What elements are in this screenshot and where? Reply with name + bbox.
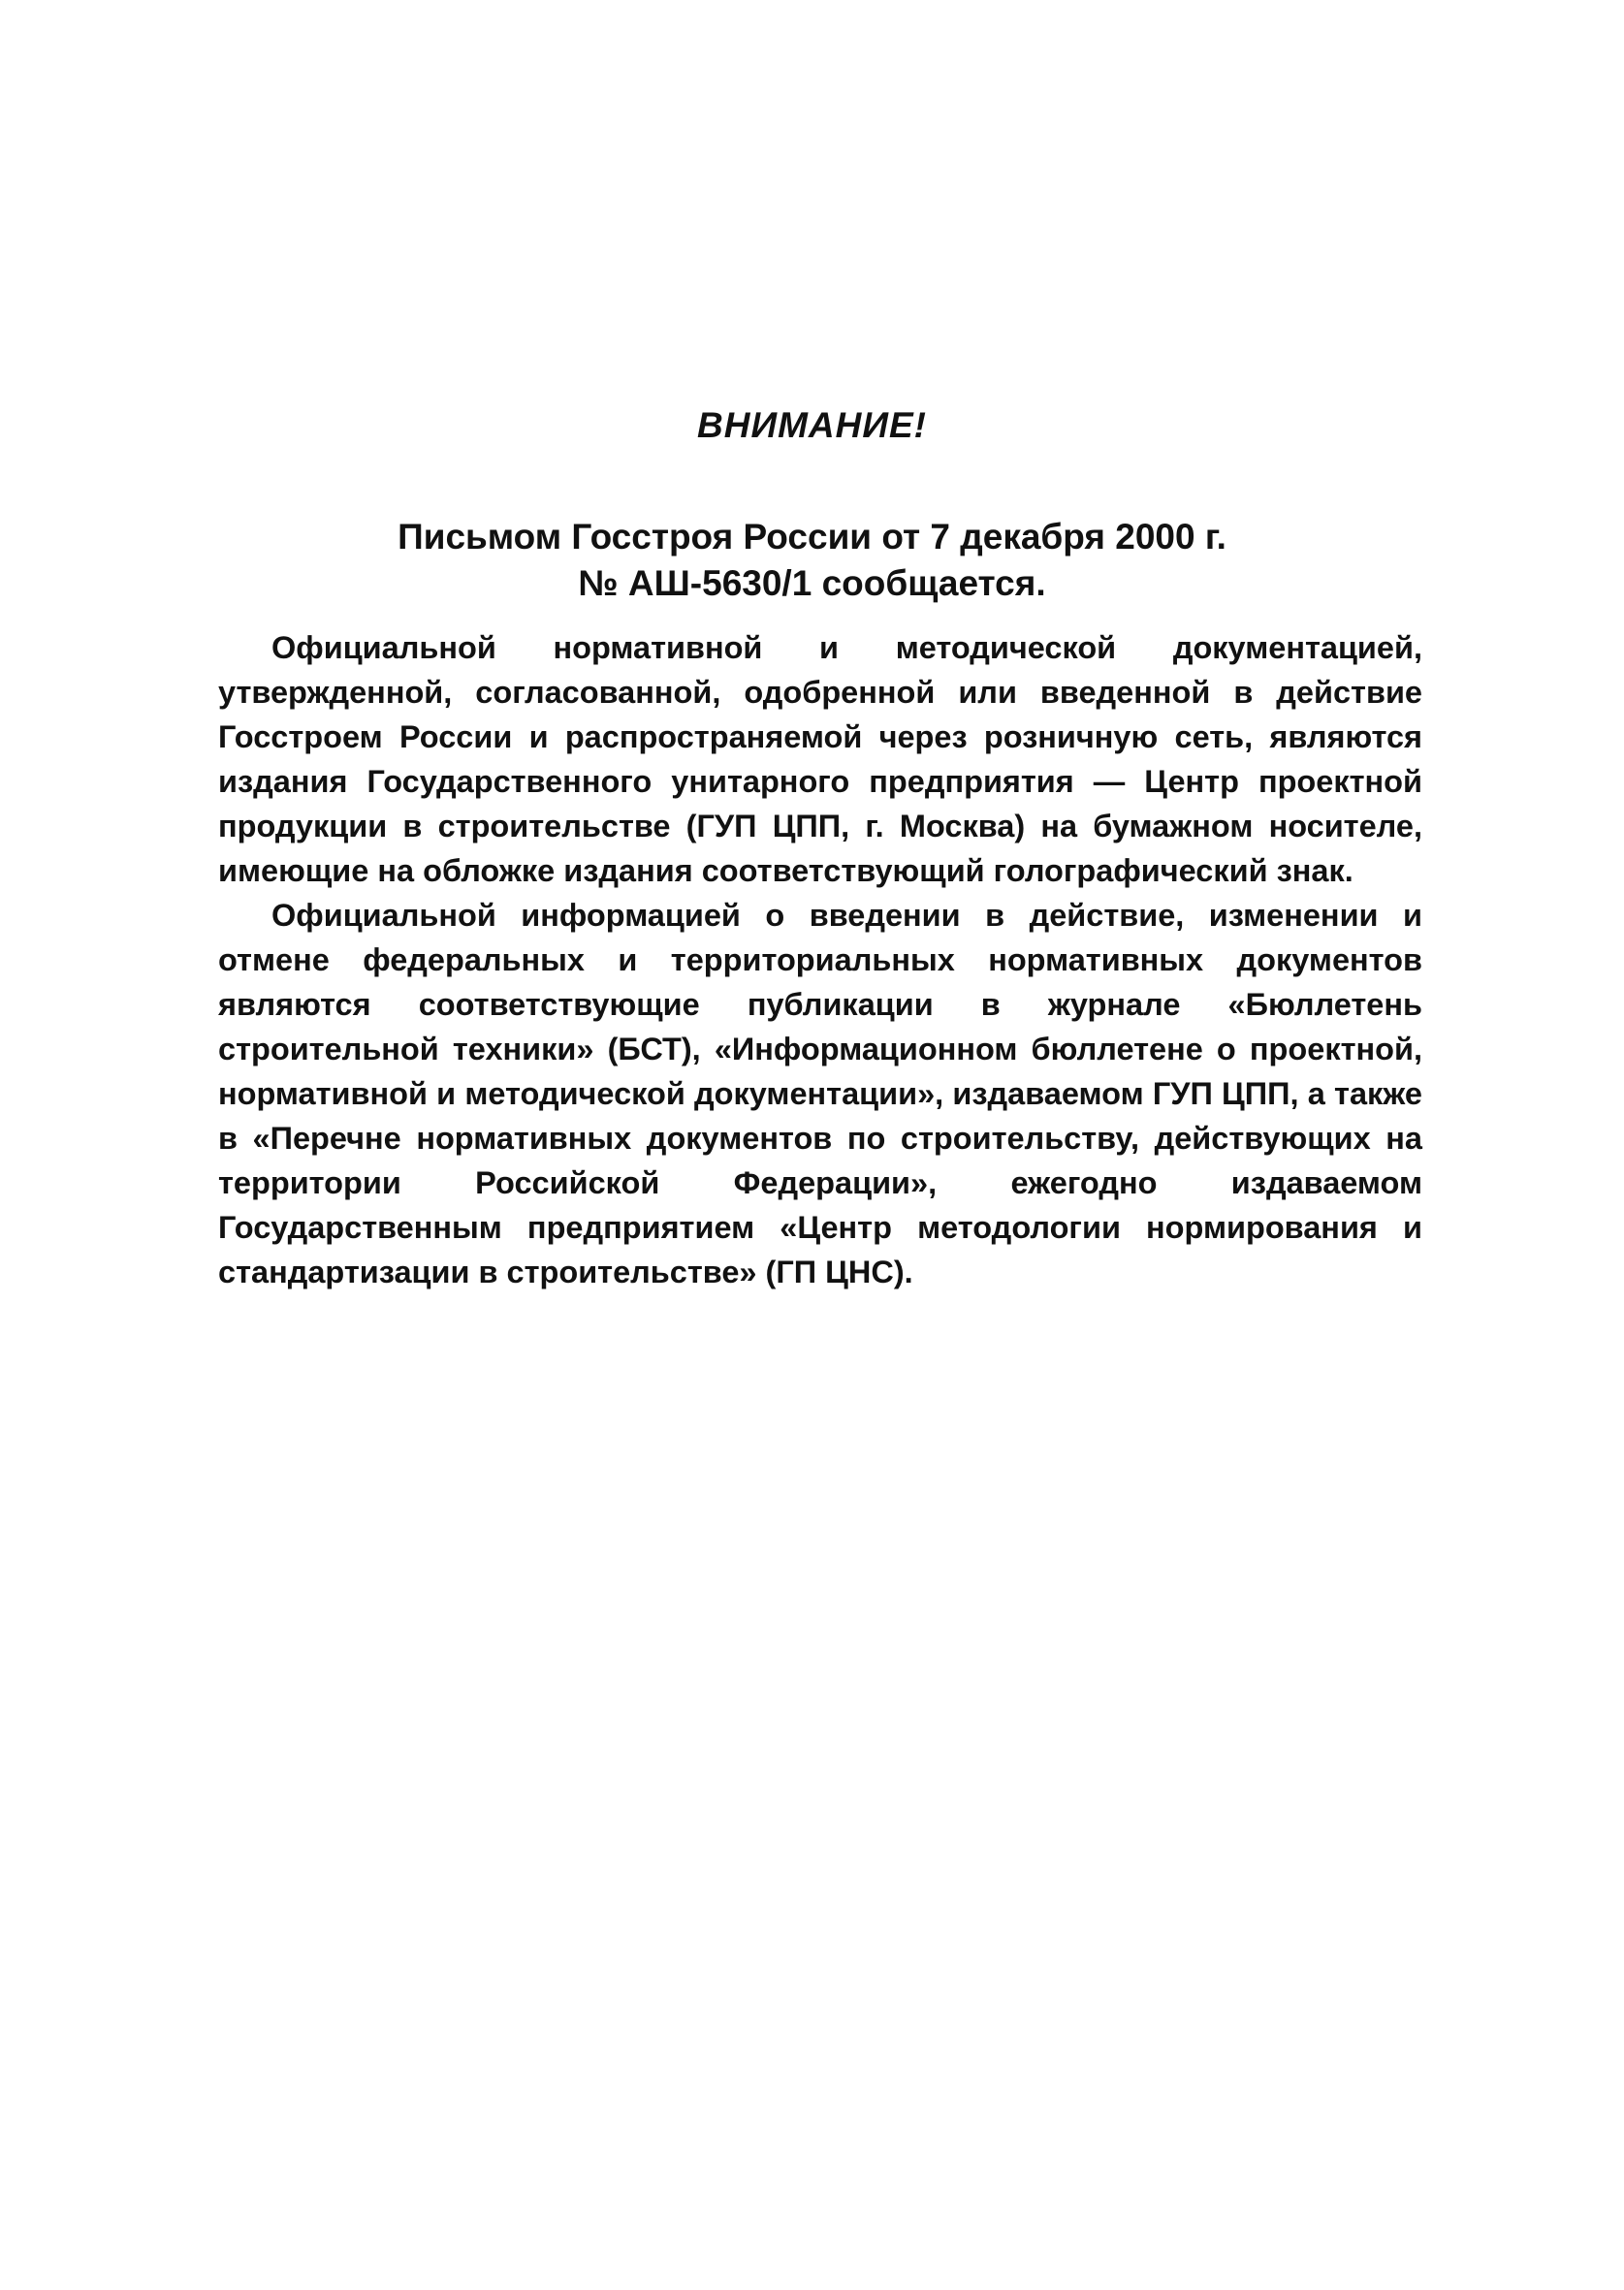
attention-heading: ВНИМАНИЕ!: [697, 405, 927, 445]
document-body: [218, 625, 1422, 1294]
letter-reference-line-2: № АШ-5630/1 сообщается.: [578, 563, 1046, 603]
paragraph-official-documentation: Официальной нормативной и методической документацией, утвержденной, согласованной, одобренной или введенной в действие Госстроем России и распространяемой через розничную сеть, являются издания Государственного унитарного предприятия — Центр проектной продукции в строительстве (ГУП ЦПП, г. Москва) на бумажном носителе, имеющие на обложке издания соответствующий голографический знак.: [218, 630, 1422, 888]
paragraph-official-information: Официальной информацией о введении в действие, изменении и отмене федеральных и территориальных нормативных документов являются соответствующие публикации в журнале «Бюллетень строительной техники» (БСТ), «Информационном бюллетене о проектной, нормативной и методической документации», издаваемом ГУП ЦПП, а также в «Перечне нормативных документов по строительству, действующих на территории Российской Федерации», ежегодно издаваемом Государственным предприятием «Центр методологии нормирования и стандартизации в строительстве» (ГП ЦНС).: [218, 898, 1422, 1289]
letter-reference-line-1: Письмом Госстроя России от 7 декабря 2000 г.: [398, 517, 1226, 557]
